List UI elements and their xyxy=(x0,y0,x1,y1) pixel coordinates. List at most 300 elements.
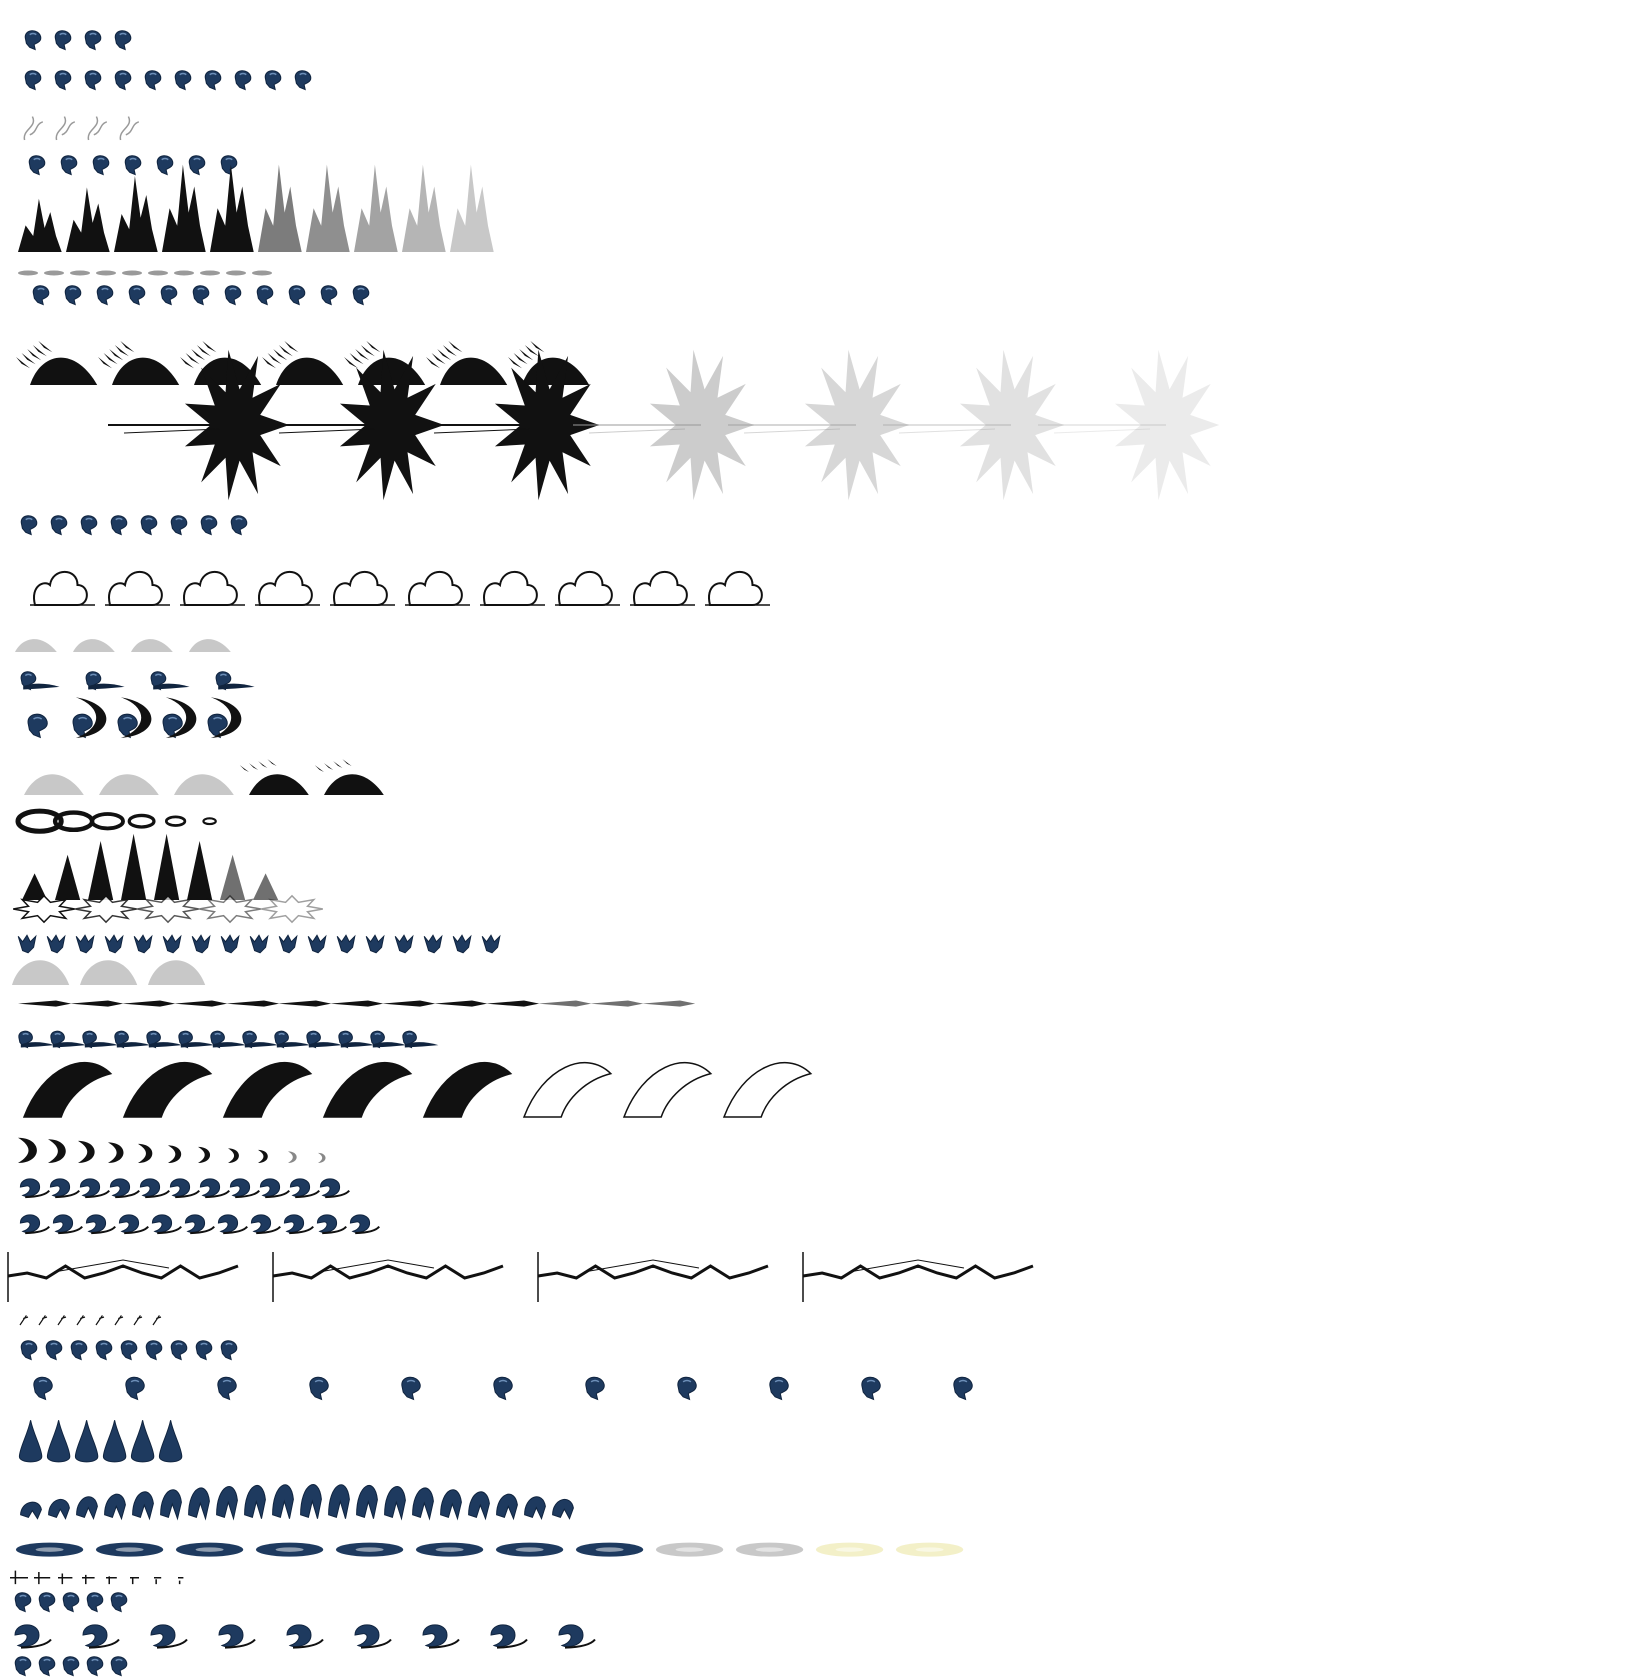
blue-claw-flame-icon xyxy=(192,935,210,953)
small-scratch-icon xyxy=(39,1315,47,1325)
black-spike-icon xyxy=(121,834,146,900)
blue-hook-flame-icon xyxy=(553,1499,574,1518)
blue-flame-icon xyxy=(85,71,101,90)
blue-flame-icon xyxy=(295,71,311,90)
smoke-cloud-outline-icon xyxy=(630,572,695,605)
blue-flame-icon xyxy=(85,31,101,50)
smoke-cloud-outline-icon xyxy=(180,572,245,605)
blue-swirl-icon xyxy=(219,1625,255,1648)
blue-flame-icon xyxy=(201,516,217,535)
small-scratch-icon xyxy=(58,1315,66,1325)
blue-claw-flame-icon xyxy=(76,935,94,953)
blue-flame-icon xyxy=(402,1377,420,1399)
black-fire-burst-icon xyxy=(450,165,494,252)
black-crescent-icon xyxy=(48,1139,66,1163)
blue-swirl-icon xyxy=(20,1179,49,1197)
row-23 xyxy=(24,1063,811,1117)
black-arrow-bolt-icon xyxy=(538,1001,591,1007)
blue-swoosh-icon xyxy=(83,1031,119,1047)
smoke-cloud-outline-icon xyxy=(555,572,620,605)
black-fire-burst-icon xyxy=(258,165,302,252)
black-fire-burst-icon xyxy=(306,165,350,252)
blue-swirl-icon xyxy=(185,1215,214,1233)
blue-flame-icon xyxy=(221,1341,237,1360)
row-33 xyxy=(16,1543,963,1557)
blue-claw-flame-icon xyxy=(134,935,152,953)
black-wave-splash-icon xyxy=(624,1063,711,1117)
row-22 xyxy=(19,1031,439,1047)
black-wave-splash-icon xyxy=(124,1063,211,1117)
black-fire-burst-icon xyxy=(18,199,62,252)
blue-hook-flame-icon xyxy=(497,1494,518,1519)
row-32 xyxy=(21,1485,574,1519)
blue-swoosh-icon xyxy=(21,672,60,690)
black-spike-icon xyxy=(88,841,113,900)
blue-claw-flame-icon xyxy=(279,935,297,953)
black-crescent-slash-icon xyxy=(73,697,106,738)
blue-flame-icon xyxy=(129,286,145,305)
blue-hook-flame-icon xyxy=(217,1487,238,1519)
black-wave-splash-icon xyxy=(324,1063,411,1117)
blue-swirl-icon xyxy=(290,1179,319,1197)
row-37 xyxy=(15,1657,127,1676)
blue-hook-flame-icon xyxy=(469,1492,490,1519)
blue-flame-icon xyxy=(145,71,161,90)
small-scratch-icon xyxy=(153,1315,161,1325)
black-debris-burst-icon xyxy=(98,341,179,385)
blue-flame-icon xyxy=(61,156,77,175)
black-wave-splash-icon xyxy=(524,1063,611,1117)
gray-smoke-wisp-icon xyxy=(88,117,106,140)
blue-swirl-icon xyxy=(151,1625,187,1648)
blue-claw-flame-icon xyxy=(395,935,413,953)
black-spike-icon xyxy=(154,834,179,900)
blue-claw-flame-icon xyxy=(366,935,384,953)
blue-swoosh-icon xyxy=(339,1031,375,1047)
blue-flame-icon xyxy=(96,1341,112,1360)
blue-flame-icon xyxy=(353,286,369,305)
gray-streak-icon xyxy=(226,271,246,276)
blue-flame-icon xyxy=(87,1657,103,1676)
gray-streak-icon xyxy=(122,271,142,276)
blue-flame-icon xyxy=(171,1341,187,1360)
blue-claw-flame-icon xyxy=(337,935,355,953)
blue-claw-flame-icon xyxy=(424,935,442,953)
black-impact-explosion-icon xyxy=(573,350,754,500)
blue-flame-icon xyxy=(235,71,251,90)
black-spike-icon xyxy=(55,855,80,900)
black-lightning-line-icon xyxy=(803,1252,1033,1302)
gray-streak-icon xyxy=(70,271,90,276)
gray-wave-icon xyxy=(80,960,137,985)
black-ring-icon xyxy=(166,817,185,826)
gray-black-splash-icon xyxy=(174,774,234,795)
row-35 xyxy=(15,1593,127,1612)
gray-streak-icon xyxy=(96,271,116,276)
blue-hook-flame-icon xyxy=(133,1492,154,1519)
black-ring-icon xyxy=(92,814,123,828)
blue-claw-flame-icon xyxy=(105,935,123,953)
blue-claw-flame-icon xyxy=(308,935,326,953)
blue-flame-icon xyxy=(205,71,221,90)
blue-hook-flame-icon xyxy=(301,1485,322,1519)
blue-claw-flame-icon xyxy=(221,935,239,953)
black-arrow-bolt-icon xyxy=(382,1001,435,1007)
blue-flame-icon xyxy=(115,71,131,90)
cross-spark-icon xyxy=(58,1573,72,1584)
row-14 xyxy=(28,697,241,738)
blue-swirl-icon xyxy=(355,1625,391,1648)
gray-smoke-wisp-icon xyxy=(120,117,138,140)
blue-teardrop-flame-icon xyxy=(159,1420,181,1462)
black-crescent-icon xyxy=(198,1147,210,1163)
blue-flame-icon xyxy=(55,71,71,90)
black-debris-burst-icon xyxy=(262,341,343,385)
smoke-cloud-outline-icon xyxy=(330,572,395,605)
black-lightning-line-icon xyxy=(538,1252,768,1302)
black-crescent-slash-icon xyxy=(28,714,47,737)
black-spike-icon xyxy=(220,855,245,900)
blue-flame-icon xyxy=(218,1377,236,1399)
blue-lens-beam-icon xyxy=(576,1543,643,1557)
blue-hook-flame-icon xyxy=(105,1494,126,1519)
blue-swirl-icon xyxy=(50,1179,79,1197)
blue-lens-beam-icon xyxy=(736,1543,803,1557)
blue-lens-beam-icon xyxy=(416,1543,483,1557)
blue-swirl-icon xyxy=(152,1215,181,1233)
row-36 xyxy=(15,1625,595,1648)
blue-teardrop-flame-icon xyxy=(19,1420,41,1462)
gray-streak-icon xyxy=(148,271,168,276)
black-debris-burst-icon xyxy=(426,341,507,385)
row-07 xyxy=(33,286,369,305)
cross-spark-icon xyxy=(82,1575,95,1584)
blue-swoosh-icon xyxy=(115,1031,151,1047)
blue-hook-flame-icon xyxy=(357,1485,378,1518)
blue-swirl-icon xyxy=(170,1179,199,1197)
blue-flame-icon xyxy=(15,1593,31,1612)
row-26 xyxy=(20,1215,379,1233)
blue-flame-icon xyxy=(21,516,37,535)
black-fire-burst-icon xyxy=(210,165,254,252)
black-crescent-icon xyxy=(318,1153,326,1163)
blue-flame-icon xyxy=(51,516,67,535)
gray-smoke-wisp-icon xyxy=(56,117,74,140)
blue-flame-icon xyxy=(25,31,41,50)
blue-swirl-icon xyxy=(491,1625,527,1648)
cross-spark-icon xyxy=(10,1571,28,1585)
row-25 xyxy=(20,1179,349,1197)
blue-swirl-icon xyxy=(230,1179,259,1197)
blue-swirl-icon xyxy=(15,1625,51,1648)
gray-streak-icon xyxy=(200,271,220,276)
blue-swoosh-icon xyxy=(243,1031,279,1047)
blue-flame-icon xyxy=(111,1593,127,1612)
blue-swirl-icon xyxy=(260,1179,289,1197)
blue-swirl-icon xyxy=(317,1215,346,1233)
blue-flame-icon xyxy=(63,1657,79,1676)
blue-swirl-icon xyxy=(119,1215,148,1233)
cross-spark-icon xyxy=(130,1578,139,1584)
black-arrow-bolt-icon xyxy=(330,1001,383,1007)
blue-flame-icon xyxy=(586,1377,604,1399)
blue-claw-flame-icon xyxy=(482,935,500,953)
starburst-outline-icon xyxy=(13,896,75,922)
smoke-cloud-outline-icon xyxy=(30,572,95,605)
blue-flame-icon xyxy=(46,1341,62,1360)
black-crescent-slash-icon xyxy=(118,697,151,738)
black-arrow-bolt-icon xyxy=(434,1001,487,1007)
blue-lens-beam-icon xyxy=(176,1543,243,1557)
starburst-outline-icon xyxy=(137,896,199,922)
black-arrow-bolt-icon xyxy=(174,1001,227,1007)
black-crescent-icon xyxy=(168,1145,181,1163)
cross-spark-icon xyxy=(34,1572,50,1584)
blue-teardrop-flame-icon xyxy=(47,1420,69,1462)
blue-flame-icon xyxy=(33,286,49,305)
black-impact-explosion-icon xyxy=(883,350,1064,500)
blue-flame-icon xyxy=(93,156,109,175)
black-crescent-icon xyxy=(78,1141,95,1163)
blue-lens-beam-icon xyxy=(496,1543,563,1557)
blue-flame-icon xyxy=(111,516,127,535)
black-arrow-bolt-icon xyxy=(486,1001,539,1007)
smoke-cloud-outline-icon xyxy=(405,572,470,605)
blue-flame-icon xyxy=(115,31,131,50)
blue-flame-icon xyxy=(25,71,41,90)
gray-streak-icon xyxy=(174,271,194,276)
blue-swoosh-icon xyxy=(51,1031,87,1047)
blue-flame-icon xyxy=(65,286,81,305)
black-ring-icon xyxy=(203,818,215,824)
row-17 xyxy=(22,834,278,900)
blue-swirl-icon xyxy=(559,1625,595,1648)
blue-flame-icon xyxy=(125,156,141,175)
black-wave-splash-icon xyxy=(24,1063,111,1117)
black-wave-splash-icon xyxy=(424,1063,511,1117)
smoke-cloud-outline-icon xyxy=(480,572,545,605)
row-29 xyxy=(21,1341,237,1360)
gray-dust-icon xyxy=(73,639,115,652)
row-03 xyxy=(24,117,138,140)
blue-swoosh-icon xyxy=(151,672,190,690)
black-fire-burst-icon xyxy=(402,165,446,252)
black-impact-explosion-icon xyxy=(728,350,909,500)
blue-flame-icon xyxy=(111,1657,127,1676)
small-scratch-icon xyxy=(96,1315,104,1325)
blue-hook-flame-icon xyxy=(525,1497,546,1519)
gray-streak-icon xyxy=(44,271,64,276)
blue-lens-beam-icon xyxy=(336,1543,403,1557)
blue-swoosh-icon xyxy=(211,1031,247,1047)
black-fire-burst-icon xyxy=(162,165,206,252)
black-crescent-icon xyxy=(108,1142,123,1163)
black-crescent-icon xyxy=(258,1150,268,1163)
black-fire-burst-icon xyxy=(354,165,398,252)
blue-claw-flame-icon xyxy=(18,935,36,953)
blue-teardrop-flame-icon xyxy=(131,1420,153,1462)
row-28 xyxy=(20,1315,161,1325)
blue-lens-beam-icon xyxy=(656,1543,723,1557)
blue-claw-flame-icon xyxy=(250,935,268,953)
blue-hook-flame-icon xyxy=(245,1485,266,1518)
blue-flame-icon xyxy=(257,286,273,305)
row-34 xyxy=(10,1571,183,1585)
gray-black-splash-icon xyxy=(24,774,84,795)
starburst-outline-icon xyxy=(199,896,261,922)
blue-hook-flame-icon xyxy=(189,1488,210,1519)
blue-flame-icon xyxy=(63,1593,79,1612)
gray-black-splash-icon xyxy=(99,774,159,795)
blue-swoosh-icon xyxy=(403,1031,439,1047)
blue-flame-icon xyxy=(141,516,157,535)
row-19 xyxy=(18,935,500,953)
black-ring-icon xyxy=(129,815,154,827)
blue-swoosh-icon xyxy=(216,672,255,690)
row-20 xyxy=(12,960,205,985)
black-arrow-bolt-icon xyxy=(642,1001,695,1007)
black-arrow-bolt-icon xyxy=(278,1001,331,1007)
blue-flame-icon xyxy=(39,1593,55,1612)
blue-flame-icon xyxy=(231,516,247,535)
blue-swirl-icon xyxy=(320,1179,349,1197)
blue-swirl-icon xyxy=(284,1215,313,1233)
black-arrow-bolt-icon xyxy=(18,1001,71,1007)
blue-flame-icon xyxy=(196,1341,212,1360)
blue-hook-flame-icon xyxy=(329,1485,350,1519)
blue-flame-icon xyxy=(289,286,305,305)
blue-flame-icon xyxy=(34,1377,52,1399)
black-crescent-icon xyxy=(228,1148,239,1163)
blue-swoosh-icon xyxy=(275,1031,311,1047)
black-crescent-icon xyxy=(288,1151,297,1163)
blue-swoosh-icon xyxy=(307,1031,343,1047)
blue-teardrop-flame-icon xyxy=(103,1420,125,1462)
blue-flame-icon xyxy=(15,1657,31,1676)
blue-lens-beam-icon xyxy=(896,1543,963,1557)
gray-black-splash-icon xyxy=(240,759,309,795)
blue-flame-icon xyxy=(146,1341,162,1360)
small-scratch-icon xyxy=(20,1315,28,1325)
black-crescent-icon xyxy=(18,1138,37,1163)
blue-swirl-icon xyxy=(287,1625,323,1648)
black-debris-burst-icon xyxy=(16,341,97,385)
blue-swirl-icon xyxy=(350,1215,379,1233)
blue-lens-beam-icon xyxy=(816,1543,883,1557)
blue-swoosh-icon xyxy=(371,1031,407,1047)
blue-flame-icon xyxy=(221,156,237,175)
blue-flame-icon xyxy=(265,71,281,90)
blue-swirl-icon xyxy=(86,1215,115,1233)
row-09 xyxy=(108,350,1219,500)
black-wave-splash-icon xyxy=(224,1063,311,1117)
black-arrow-bolt-icon xyxy=(226,1001,279,1007)
smoke-cloud-outline-icon xyxy=(705,572,770,605)
blue-swoosh-icon xyxy=(179,1031,215,1047)
blue-flame-icon xyxy=(71,1341,87,1360)
blue-flame-icon xyxy=(310,1377,328,1399)
blue-lens-beam-icon xyxy=(96,1543,163,1557)
blue-swirl-icon xyxy=(218,1215,247,1233)
black-impact-explosion-icon xyxy=(1038,350,1219,500)
black-arrow-bolt-icon xyxy=(590,1001,643,1007)
blue-lens-beam-icon xyxy=(256,1543,323,1557)
blue-hook-flame-icon xyxy=(161,1490,182,1519)
blue-hook-flame-icon xyxy=(385,1487,406,1519)
blue-flame-icon xyxy=(126,1377,144,1399)
blue-swirl-icon xyxy=(251,1215,280,1233)
row-11 xyxy=(30,572,770,605)
blue-flame-icon xyxy=(29,156,45,175)
black-spike-icon xyxy=(253,873,278,900)
blue-flame-icon xyxy=(494,1377,512,1399)
gray-wave-icon xyxy=(12,960,69,985)
row-27 xyxy=(8,1252,1033,1302)
blue-hook-flame-icon xyxy=(441,1490,462,1519)
row-12 xyxy=(15,639,231,652)
starburst-outline-icon xyxy=(261,896,323,922)
cross-spark-icon xyxy=(154,1578,161,1584)
black-arrow-bolt-icon xyxy=(70,1001,123,1007)
gray-streak-icon xyxy=(252,271,272,276)
gray-streak-icon xyxy=(18,271,38,276)
blue-flame-icon xyxy=(770,1377,788,1399)
black-lightning-line-icon xyxy=(8,1252,238,1302)
black-fire-burst-icon xyxy=(114,176,158,252)
blue-swoosh-icon xyxy=(19,1031,55,1047)
blue-flame-icon xyxy=(21,1341,37,1360)
blue-flame-icon xyxy=(81,516,97,535)
row-05 xyxy=(18,165,494,252)
small-scratch-icon xyxy=(77,1315,85,1325)
blue-swirl-icon xyxy=(110,1179,139,1197)
row-10 xyxy=(21,516,247,535)
smoke-cloud-outline-icon xyxy=(255,572,320,605)
small-scratch-icon xyxy=(134,1315,142,1325)
blue-flame-icon xyxy=(189,156,205,175)
row-13 xyxy=(21,672,255,690)
blue-claw-flame-icon xyxy=(47,935,65,953)
blue-teardrop-flame-icon xyxy=(75,1420,97,1462)
blue-flame-icon xyxy=(678,1377,696,1399)
blue-swirl-icon xyxy=(200,1179,229,1197)
blue-hook-flame-icon xyxy=(413,1488,434,1519)
row-21 xyxy=(18,1001,695,1007)
blue-swirl-icon xyxy=(83,1625,119,1648)
blue-flame-icon xyxy=(171,516,187,535)
blue-swirl-icon xyxy=(140,1179,169,1197)
row-08 xyxy=(16,341,589,385)
black-crescent-slash-icon xyxy=(208,697,241,738)
gray-wave-icon xyxy=(148,960,205,985)
blue-flame-icon xyxy=(39,1657,55,1676)
blue-flame-icon xyxy=(87,1593,103,1612)
blue-swirl-icon xyxy=(423,1625,459,1648)
blue-swirl-icon xyxy=(53,1215,82,1233)
blue-claw-flame-icon xyxy=(453,935,471,953)
smoke-cloud-outline-icon xyxy=(105,572,170,605)
row-04 xyxy=(29,156,237,175)
black-fire-burst-icon xyxy=(66,187,110,252)
blue-swirl-icon xyxy=(20,1215,49,1233)
gray-dust-icon xyxy=(15,639,57,652)
cross-spark-icon xyxy=(106,1576,117,1584)
starburst-outline-icon xyxy=(75,896,137,922)
row-06 xyxy=(18,271,272,276)
row-02 xyxy=(25,71,311,90)
row-30 xyxy=(34,1377,972,1399)
blue-flame-icon xyxy=(954,1377,972,1399)
